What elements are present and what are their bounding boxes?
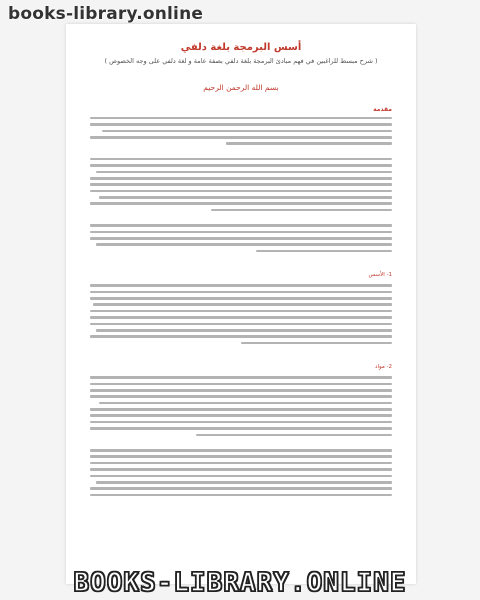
basmala-heading: بسم الله الرحمن الرحيم: [203, 83, 279, 92]
body-text-block: [90, 117, 392, 497]
document-subtitle: ( شرح مبسط للراغبين في فهم مبادئ البرمجة بلغة دلفي بصفة عامة و لغة دلفي على وجه الخصوص ): [104, 57, 378, 65]
list-item-2-label: 2- مواد: [375, 364, 392, 371]
site-watermark-top: books-library.online: [8, 4, 204, 24]
intro-heading: مقدمة: [373, 106, 392, 113]
site-watermark-bottom: BOOKS-LIBRARY.ONLINE: [73, 568, 407, 598]
list-item-1-label: 1- الأسس: [368, 272, 392, 279]
document-page: [66, 24, 416, 584]
document-title: أسس البرمجة بلغة دلفي: [180, 42, 302, 53]
